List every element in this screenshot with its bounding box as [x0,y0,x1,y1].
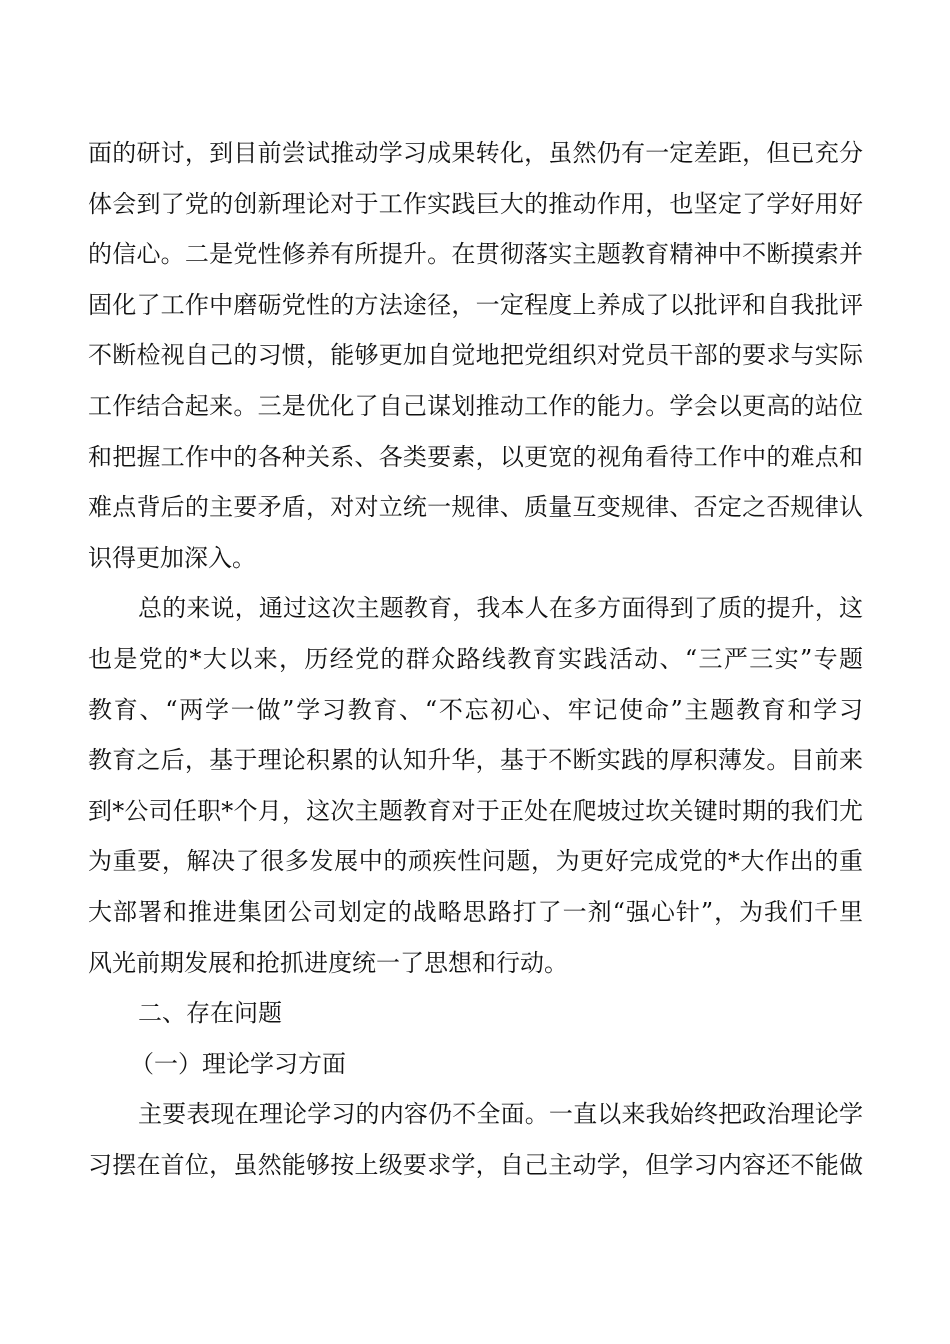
text-line: 也是党的*大以来，历经党的群众路线教育实践活动、“三严三实”专题 [88,644,863,673]
text-line: 教育之后，基于理论积累的认知升华，基于不断实践的厚积薄发。目前来 [88,746,863,775]
text-line: 识得更加深入。 [88,543,256,572]
text-line: 面的研讨，到目前尝试推动学习成果转化，虽然仍有一定差距，但已充分 [88,139,863,167]
text-line: 到*公司任职*个月，这次主题教育对于正处在爬坡过坎关键时期的我们尤 [88,796,863,825]
text-line: 为重要，解决了很多发展中的顽疾性问题，为更好完成党的*大作出的重 [88,847,863,876]
text-line: 和把握工作中的各种关系、各类要素，以更宽的视角看待工作中的难点和 [88,442,863,471]
document-body [88,128,863,1190]
text-line: 工作结合起来。三是优化了自己谋划推动工作的能力。学会以更高的站位 [88,391,863,420]
section-heading: 二、存在问题 [138,999,282,1028]
text-line: 总的来说，通过这次主题教育，我本人在多方面得到了质的提升，这 [138,594,863,623]
subsection-heading: （一）理论学习方面 [130,1049,346,1078]
text-line: 主要表现在理论学习的内容仍不全面。一直以来我始终把政治理论学 [138,1100,863,1129]
text-line: 风光前期发展和抢抓进度统一了思想和行动。 [88,948,568,977]
text-line: 大部署和推进集团公司划定的战略思路打了一剂“强心针”，为我们千里 [88,897,863,926]
text-line: 教育、“两学一做”学习教育、“不忘初心、牢记使命”主题教育和学习 [88,695,863,724]
text-line: 体会到了党的创新理论对于工作实践巨大的推动作用，也坚定了学好用好 [88,189,863,218]
text-line: 习摆在首位，虽然能够按上级要求学，自己主动学，但学习内容还不能做 [88,1150,863,1179]
text-line: 固化了工作中磨砺党性的方法途径，一定程度上养成了以批评和自我批评 [88,290,863,319]
text-line: 难点背后的主要矛盾，对对立统一规律、质量互变规律、否定之否规律认 [88,493,863,522]
text-line: 的信心。二是党性修养有所提升。在贯彻落实主题教育精神中不断摸索并 [88,240,863,269]
text-line: 不断检视自己的习惯，能够更加自觉地把党组织对党员干部的要求与实际 [88,341,863,370]
